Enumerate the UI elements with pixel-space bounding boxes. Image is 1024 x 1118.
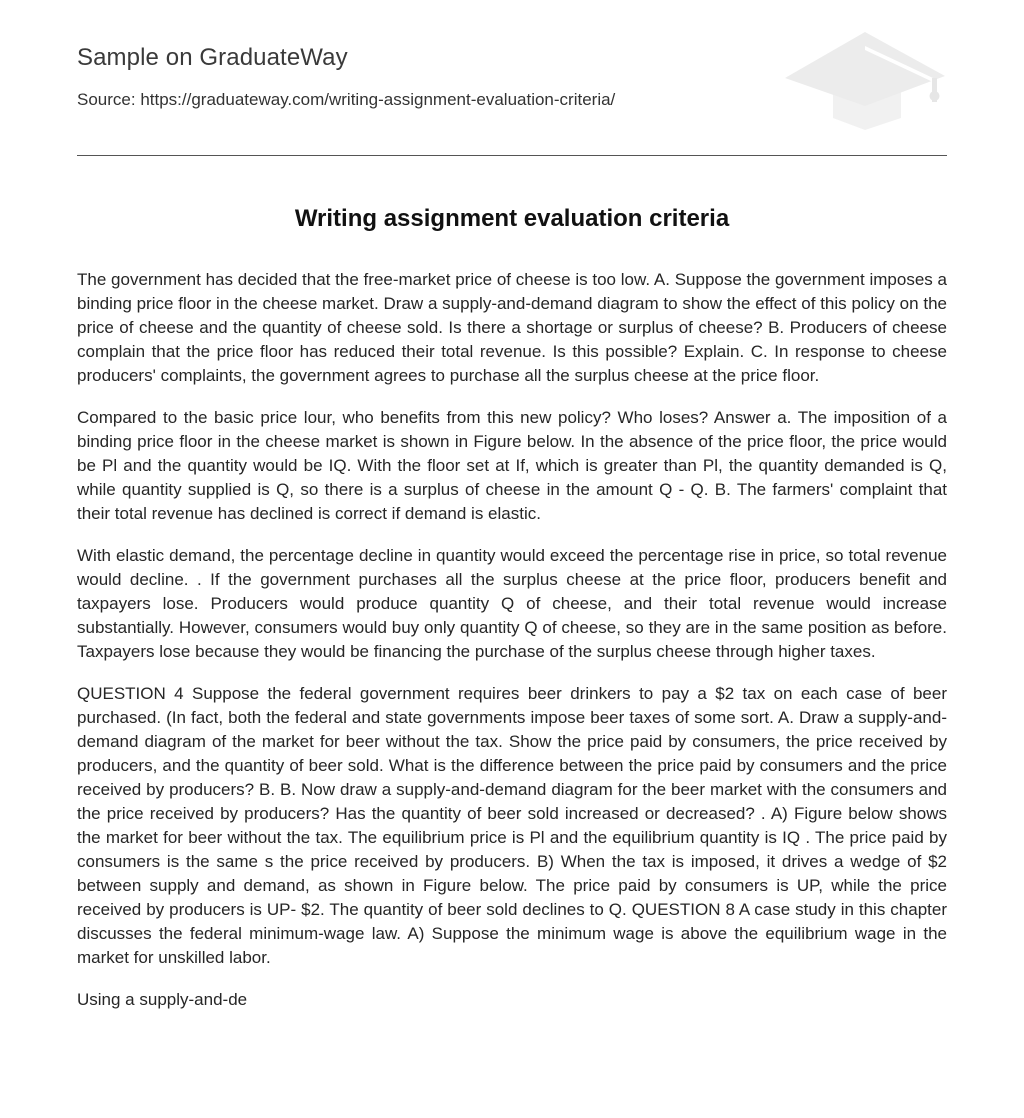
paragraph: Using a supply-and-de <box>77 990 248 1009</box>
source-link[interactable]: https://graduateway.com/writing-assignment-evaluation-criteria/ <box>140 90 616 109</box>
site-title: Sample on GraduateWay <box>77 44 348 71</box>
page-header <box>77 0 947 156</box>
paragraph: Compared to the basic price lour, who benefits from this new policy? Who loses? Answer a. The imposition of a binding price floor in the cheese market is shown in Figure below. In the absence of the price floor, the price would be Pl and the quantity would be IQ. With the floor set at If, which is greater than Pl, the quantity demanded is Q, while quantity supplied is Q, so there is a surplus of cheese in the amount Q - Q. B. The farmers' complaint that their total revenue has declined is correct if demand is elastic. <box>77 408 947 523</box>
paragraph: The government has decided that the free-market price of cheese is too low. A. Suppose the government imposes a binding price floor in the cheese market. Draw a supply-and-demand diagram to show the effect of this policy on the price of cheese and the quantity of cheese sold. Is there a shortage or surplus of cheese? B. Producers of cheese complain that the price floor has reduced their total revenue. Is this possible? Explain. C. In response to cheese producers' complaints, the government agrees to purchase all the surplus cheese at the price floor. <box>77 270 947 385</box>
document-title: Writing assignment evaluation criteria <box>294 205 730 232</box>
document-body <box>77 268 947 1030</box>
source-label: Source: <box>77 90 136 109</box>
paragraph: QUESTION 4 Suppose the federal government requires beer drinkers to pay a $2 tax on each case of beer purchased. (In fact, both the federal and state governments impose beer taxes of some sort. A. Draw a supply-and-demand diagram of the market for beer without the tax. Show the price paid by consumers, the price received by producers, and the quantity of beer sold. What is the difference between the price paid by consumers and the price received by producers? B. B. Now draw a supply-and-demand diagram for the beer market with the consumers and the price received by producers? Has the quantity of beer sold increased or decreased? . A) Figure below shows the market for beer without the tax. The equilibrium price is Pl and the equilibrium quantity is IQ . The price paid by consumers is the same s the price received by producers. B) When the tax is imposed, it drives a wedge of $2 between supply and demand, as shown in Figure below. The price paid by consumers is UP, while the price received by producers is UP- $2. The quantity of beer sold declines to Q. QUESTION 8 A case study in this chapter discusses the federal minimum-wage law. A) Suppose the minimum wage is above the equilibrium wage in the market for unskilled labor. <box>77 684 947 967</box>
header-divider <box>77 155 947 156</box>
paragraph: With elastic demand, the percentage decline in quantity would exceed the percentage rise in price, so total revenue would decline. . If the government purchases all the surplus cheese at the price floor, producers benefit and taxpayers lose. Producers would produce quantity Q of cheese, and their total revenue would increase substantially. However, consumers would buy only quantity Q of cheese, so they are in the same position as before. Taxpayers lose because they would be financing the purchase of the surplus cheese through higher taxes. <box>77 546 947 661</box>
graduation-cap-icon <box>781 30 947 134</box>
source-line <box>77 90 615 110</box>
